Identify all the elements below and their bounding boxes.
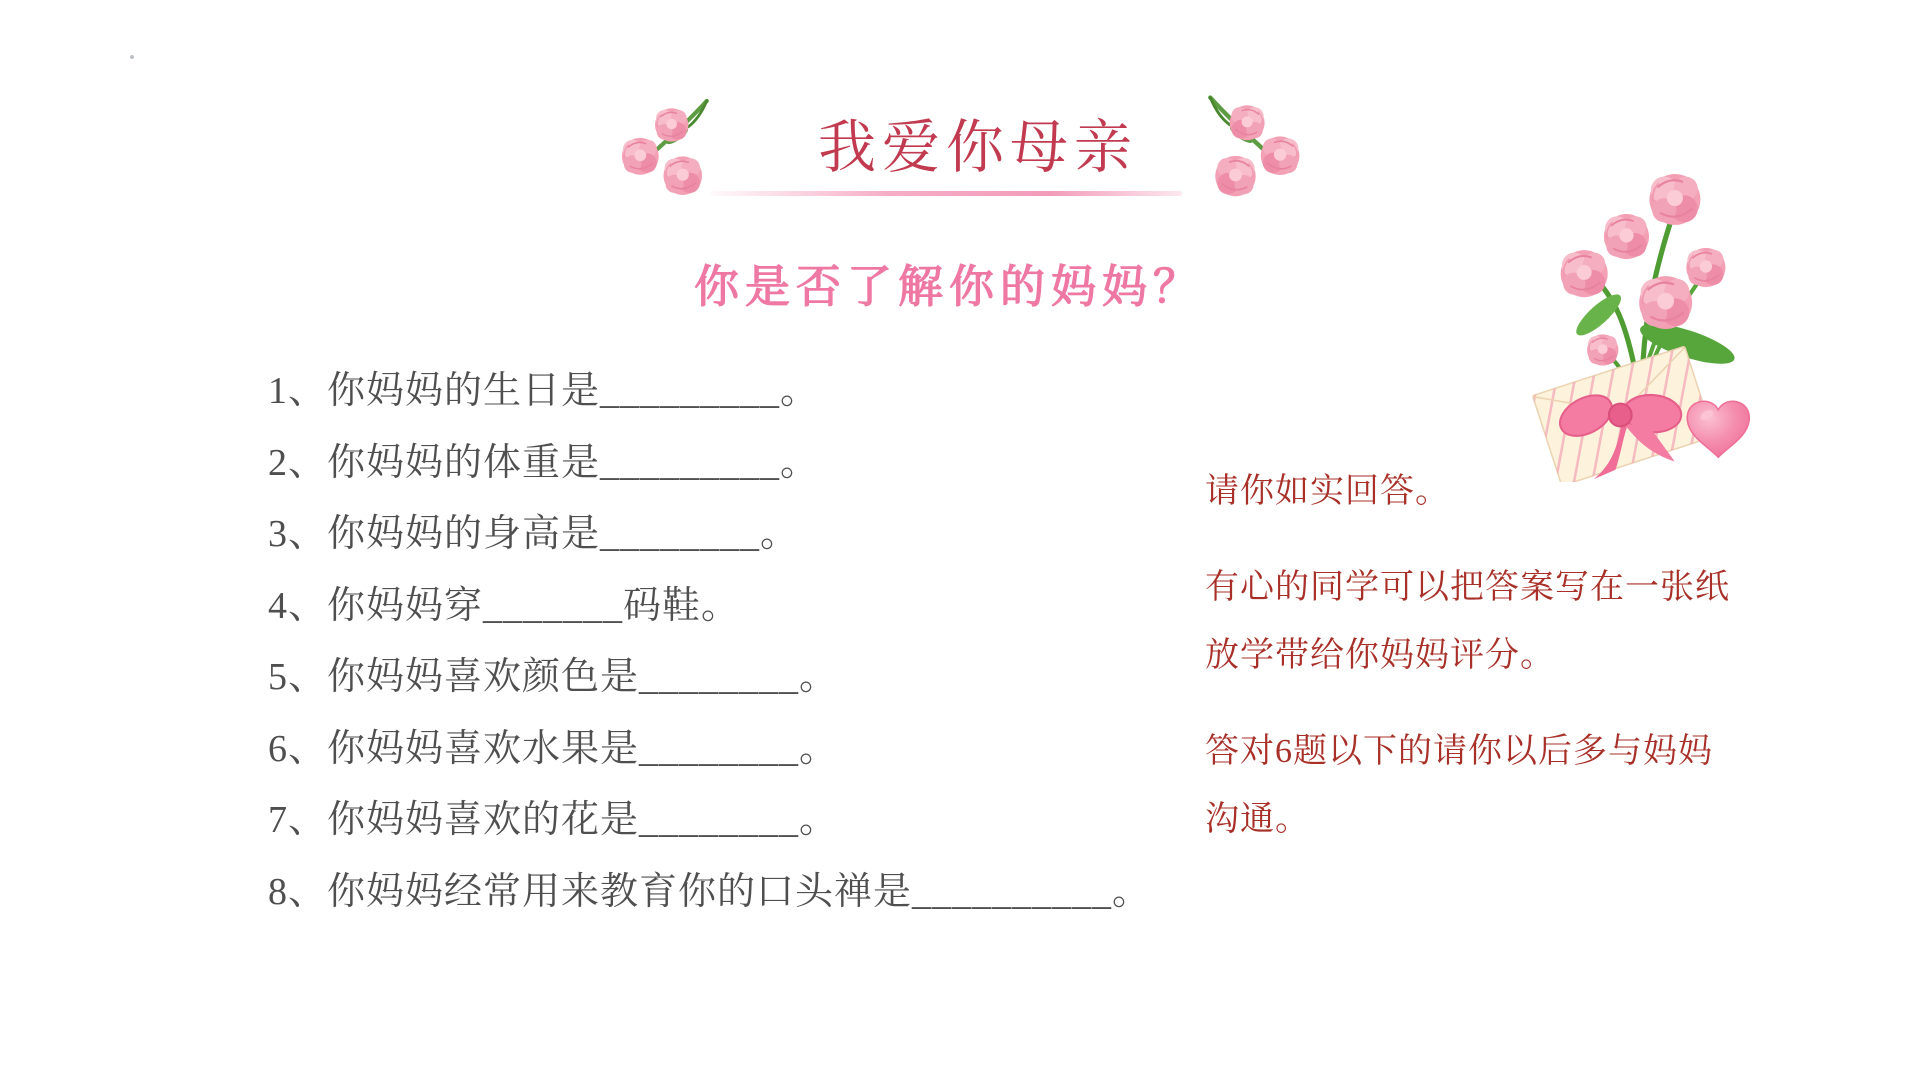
note-paragraph [1205,718,1805,854]
note-line: 放学带给你妈妈评分。 [1205,637,1555,674]
note-line: 沟通。 [1205,801,1310,838]
instruction-notes [1205,458,1805,882]
title-underline [710,191,1182,196]
question-item: 3、你妈妈的身高是________。 [268,513,800,555]
carnation-spray-right-icon [1192,84,1310,210]
question-item: 4、你妈妈穿_______码鞋。 [268,584,741,627]
slide-subtitle: 你是否了解你的妈妈？ [694,262,1205,312]
question-item: 5、你妈妈喜欢颜色是________。 [268,656,839,698]
note-line: 答对6题以下的请你以后多与妈妈 [1205,733,1713,770]
question-list [268,356,1151,928]
question-item: 7、你妈妈喜欢的花是________。 [268,799,839,841]
carnation-bouquet-envelope-heart-icon [1520,152,1768,482]
slide-title: 我爱你母亲 [818,115,1139,180]
question-item: 8、你妈妈经常用来教育你的口头禅是__________。 [268,870,1152,913]
note-paragraph [1205,554,1805,690]
note-line: 有心的同学可以把答案写在一张纸 [1205,569,1730,606]
question-item: 6、你妈妈喜欢水果是________。 [268,727,839,770]
carnation-spray-left-icon [612,88,724,208]
question-item: 1、你妈妈的生日是_________。 [268,370,820,412]
question-item: 2、你妈妈的体重是_________。 [268,441,820,484]
note-line: 请你如实回答。 [1205,473,1450,510]
stray-dot [130,55,134,59]
